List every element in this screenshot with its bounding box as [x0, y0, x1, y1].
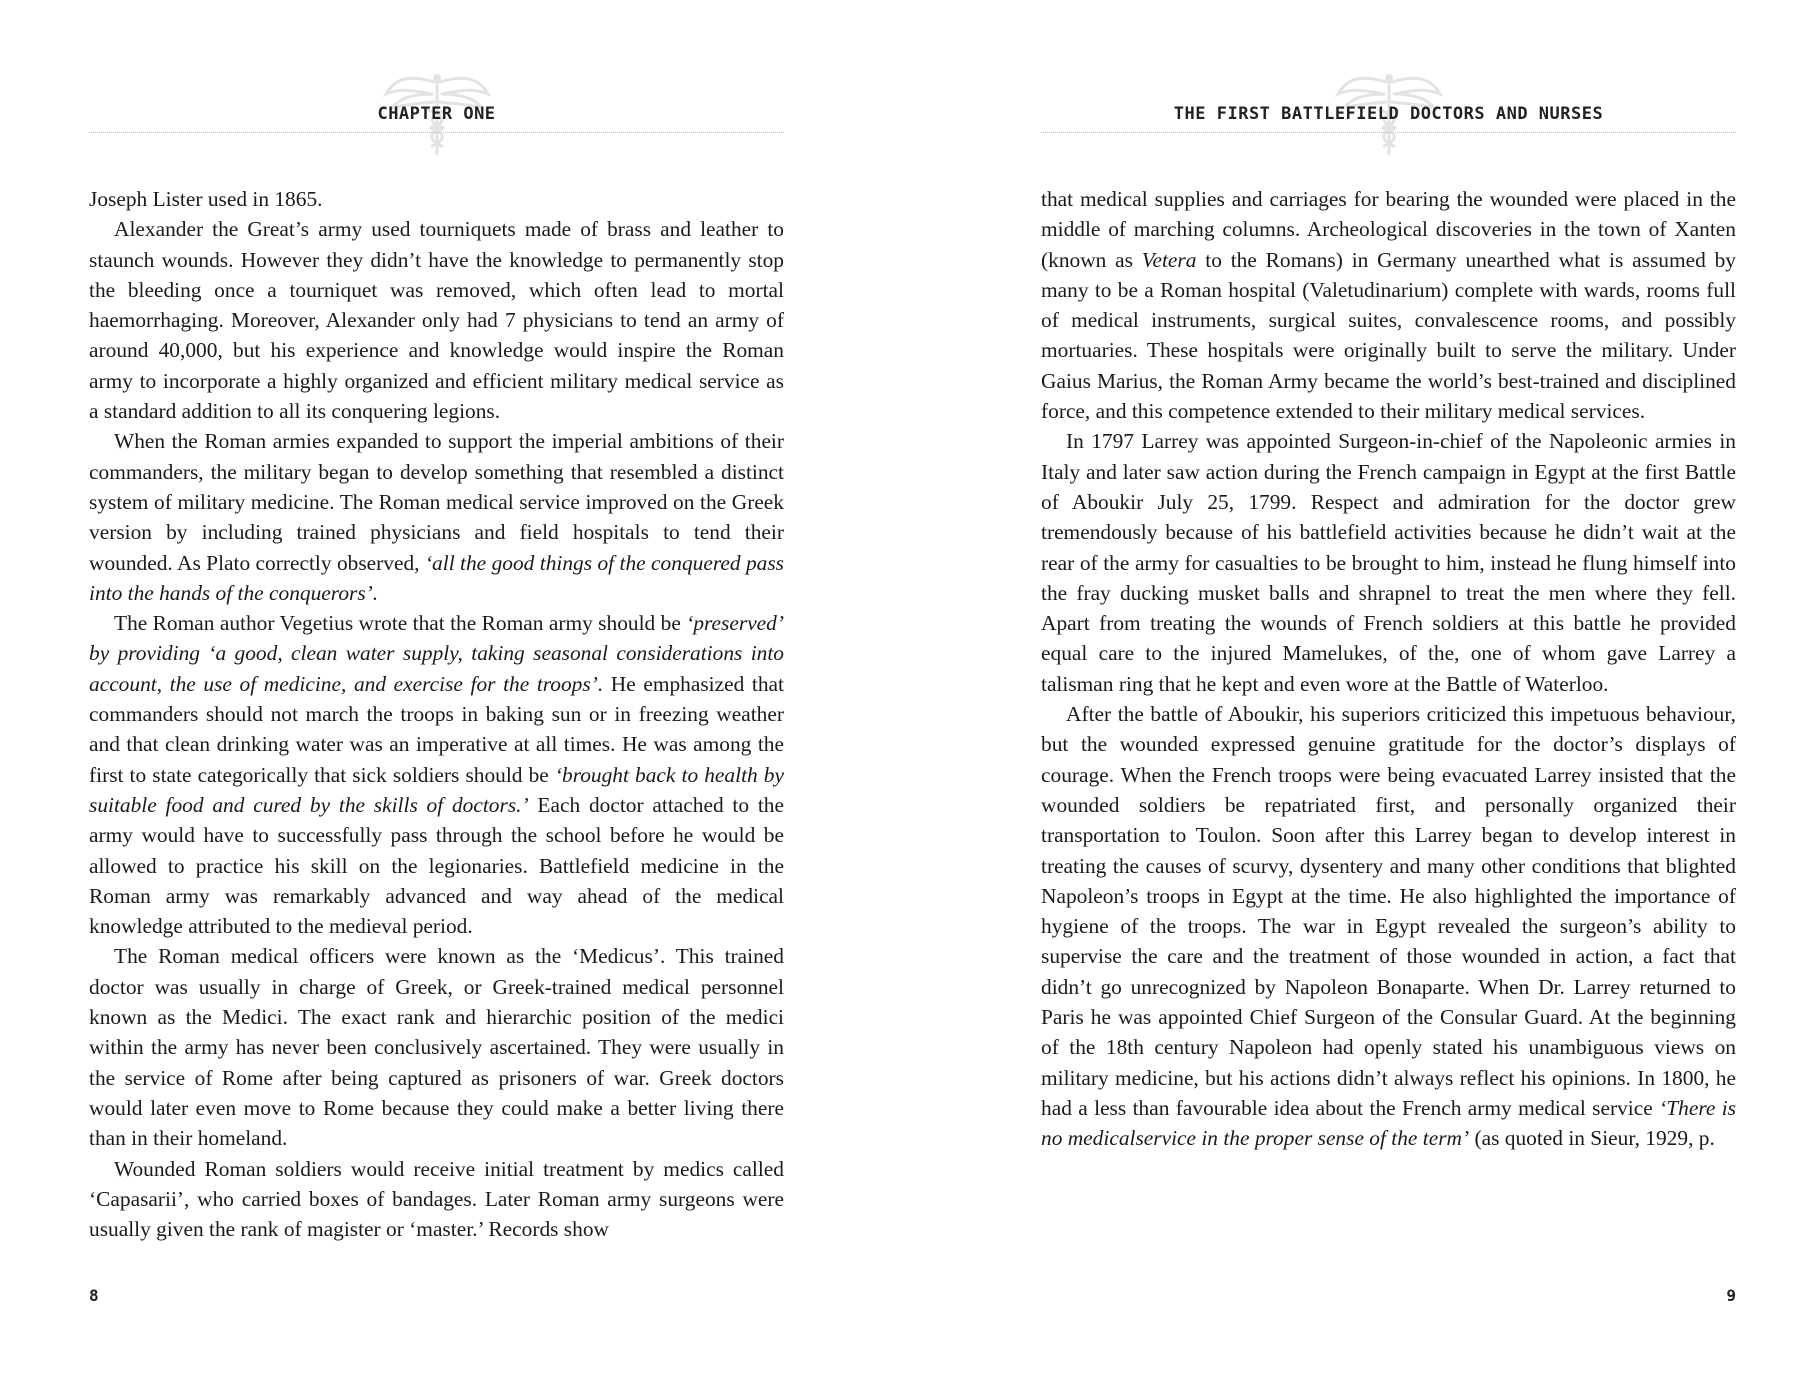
header-divider: [89, 132, 784, 133]
text-run: Wounded Roman soldiers would receive initial treatment by medics called ‘Capasarii’, who carried boxes of bandages. Later Roman army surgeons were usually given the rank of magister or ‘master.’ Records show: [89, 1156, 784, 1242]
left-page: [89, 0, 784, 1382]
running-header: [89, 70, 784, 160]
text-run: Each doctor attached to the army would have to successfully pass through the school before he would be allowed to practice his skill on the legionaries. Battlefield medicine in the Roman army was remarkably advanced and way ahead of the medical knowledge attributed to the medieval period.: [89, 792, 784, 939]
text-run: He emphasized that commanders should not march the troops in baking sun or in freezing weather and that clean drinking water was an imperative at all times. He was among the first to state categorically that sick soldiers should be: [89, 671, 784, 787]
right-body-text: [1041, 184, 1736, 1154]
italic-quote: ‘There is no medicalservice in the proper sense of the term’: [1041, 1095, 1736, 1151]
paragraph: [1041, 184, 1736, 426]
page-number-left: 8: [89, 1286, 99, 1305]
paragraph: [89, 184, 784, 214]
italic-quote: Vetera: [1141, 247, 1197, 272]
paragraph: [1041, 426, 1736, 699]
paragraph: [89, 426, 784, 608]
paragraph: [89, 941, 784, 1153]
paragraph: [89, 608, 784, 941]
text-run: (as quoted in Sieur, 1929, p.: [1469, 1126, 1715, 1151]
text-run: Alexander the Great’s army used tourniquets made of brass and leather to staunch wounds. However they didn’t have the knowledge to permanently stop the bleeding once a tourniquet was removed, which often lead to mortal haemorrhaging. Moreover, Alexander only had 7 physicians to tend an army of around 40,000, but his experience and knowledge would inspire the Roman army to incorporate a highly organized and efficient military medical service as a standard addition to all its conquering legions.: [89, 217, 784, 424]
paragraph: [1041, 699, 1736, 1153]
text-run: In 1797 Larrey was appointed Surgeon-in-chief of the Napoleonic armies in Italy and later saw action during the French campaign in Egypt at the first Battle of Aboukir July 25, 1799. Respect and admiration for the doctor grew tremendously because of his battlefield activities because he didn’t wait at the rear of the army for casualties to be brought to him, instead he flung himself into the fray ducking musket balls and shrapnel to treat the men where they fell. Apart from treating the wounds of French soldiers at this battle he provided equal care to the injured Mamelukes, of the, one of whom gave Larrey a talisman ring that he kept and even wore at the Battle of Waterloo.: [1041, 429, 1736, 696]
running-header: [1041, 70, 1736, 160]
right-page: [1041, 0, 1736, 1382]
book-title-header: THE FIRST BATTLEFIELD DOCTORS AND NURSES: [1173, 104, 1604, 124]
paragraph: [89, 214, 784, 426]
header-divider: [1041, 132, 1736, 133]
text-run: to the Romans) in Germany unearthed what is assumed by many to be a Roman hospital (Valetudinarium) complete with wards, rooms full of medical instruments, surgical suites, convalescence rooms, and possibly mortuaries. These hospitals were originally built to serve the military. Under Gaius Marius, the Roman Army became the world’s best-trained and disciplined force, and this competence extended to their military medical services.: [1041, 247, 1736, 424]
text-run: The Roman medical officers were known as the ‘Medicus’. This trained doctor was usually in charge of Greek, or Greek-trained medical personnel known as the Medici. The exact rank and hierarchic position of the medici within the army has never been conclusively ascertained. They were usually in the service of Rome after being captured as prisoners of war. Greek doctors would later even move to Rome because they could make a better living there than in their homeland.: [89, 944, 784, 1151]
page-number-right: 9: [1726, 1286, 1736, 1305]
italic-quote: ‘brought back to health by suitable food and cured by the skills of doctors.’: [89, 762, 784, 817]
text-run: Joseph Lister used in 1865.: [89, 187, 323, 211]
paragraph: [89, 1154, 784, 1245]
chapter-header: CHAPTER ONE: [377, 104, 496, 124]
text-run: that medical supplies and carriages for bearing the wounded were placed in the middle of marching columns. Archeological discoveries in the town of Xanten (known as: [1041, 187, 1736, 272]
text-run: The Roman author Vegetius wrote that the Roman army should be: [114, 611, 687, 636]
text-run: After the battle of Aboukir, his superiors criticized this impetuous behaviour, but the wounded expressed genuine gratitude for the doctor’s displays of courage. When the French troops were being evacuated Larrey insisted that the wounded soldiers be repatriated first, and personally organized their transportation to Toulon. Soon after this Larrey began to develop interest in treating the causes of scurvy, dysentery and many other conditions that blighted Napoleon’s troops in Egypt at the time. He also highlighted the importance of hygiene of the troops. The war in Egypt revealed the surgeon’s ability to supervise the care and the treatment of those wounded in action, a fact that didn’t go unrecognized by Napoleon Bonaparte. When Dr. Larrey returned to Paris he was appointed Chief Surgeon of the Consular Guard. At the beginning of the 18th century Napoleon had openly stated his unambiguous views on military medicine, but his actions didn’t always reflect his opinions. In 1800, he had a less than favourable idea about the French army medical service: [1041, 702, 1736, 1120]
text-run: When the Roman armies expanded to support the imperial ambitions of their commanders, the military began to develop something that resembled a distinct system of military medicine. The Roman medical service improved on the Greek version by including trained physicians and field hospitals to tend their wounded. As Plato correctly observed,: [89, 429, 784, 575]
left-body-text: [89, 184, 784, 1244]
italic-quote: ‘all the good things of the conquered pass into the hands of the conquerors’.: [89, 550, 784, 605]
italic-quote: ‘preserved’ by providing ‘a good, clean water supply, taking seasonal considerations into account, the use of medicine, and exercise for the troops’.: [89, 611, 784, 696]
